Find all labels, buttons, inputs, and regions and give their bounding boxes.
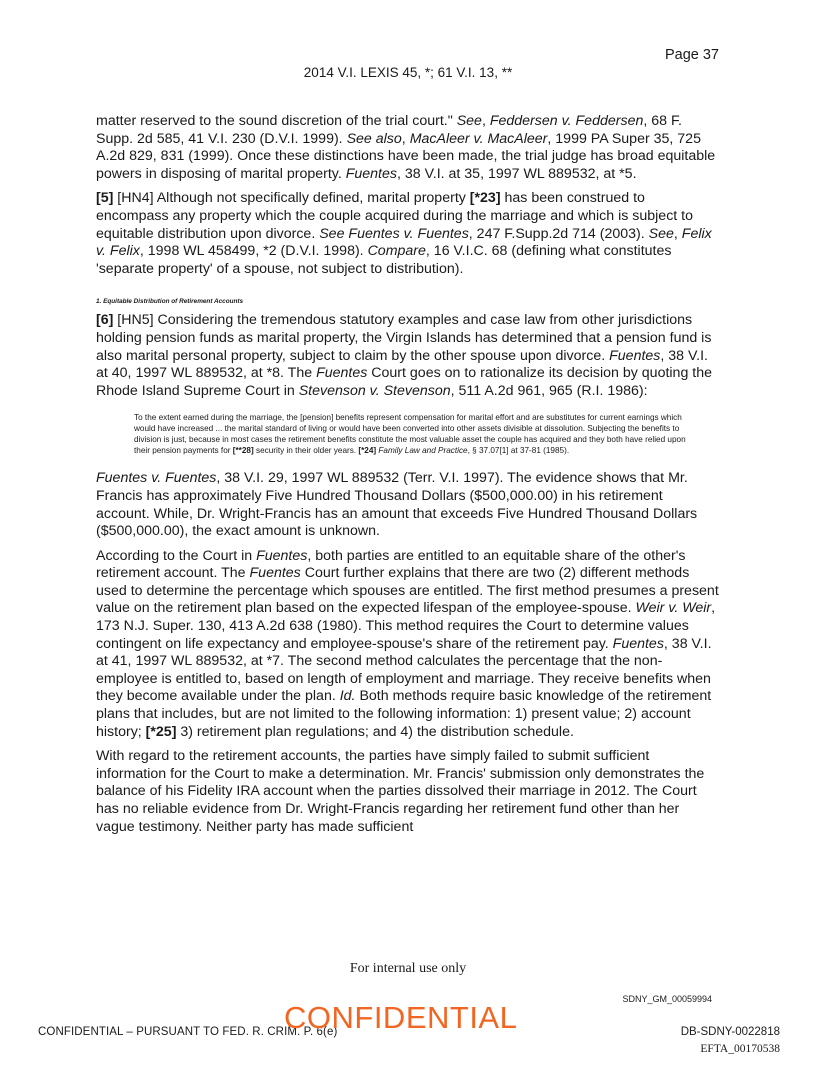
paragraph [96,748,720,836]
text-run: , both parties are entitled to an equitable share of the other's retirement account. The [96,547,686,582]
document-body [96,113,720,843]
italic-citation: MacAleer v. MacAleer [409,130,548,147]
block-quote [134,412,690,456]
text-run: , § 37.07[1] at 37-81 (1985). [467,446,570,456]
text-run: , 38 V.I. at 35, 1997 WL 889532, at *5. [396,165,637,182]
text-run: [HN5] Considering the tremendous statutory examples and case law from other jurisdictions holding pension funds as marital property, the Virgin Islands has determined that a pension fund is also marital personal property, subject to claim by the other spouse upon divorce. [96,312,712,364]
text-run: , [481,113,490,129]
bold-marker: [*23] [469,190,501,207]
text-run: , 16 V.I.C. 68 (defining what constitutes 'separate property' of a spouse, not subject to distribution). [96,243,672,277]
text-run: Both methods require basic knowledge of the retirement plans that includes, but are not limited to the following information: 1) present value; 2) account history; [96,688,712,740]
bold-marker: [**28] [232,446,254,456]
internal-use-footer: For internal use only [349,961,467,976]
paragraph [96,312,720,400]
italic-citation: Weir v. Weir [635,600,712,617]
text-run: Court goes on to rationalize its decision by quoting the Rhode Island Supreme Court in [96,365,712,399]
text-run: , 38 V.I. at 41, 1997 WL 889532, at *7. The second method calculates the percentage that the non-employee is entitled to, based on length of employment and marriage. They receive benefits when they become available under the plan. [96,635,712,705]
bold-marker: [6] [96,312,114,329]
italic-citation: Fuentes [256,547,308,564]
italic-citation: Fuentes [249,565,301,582]
paragraph [96,113,720,183]
italic-citation: Id. [339,688,356,705]
italic-citation: Fuentes [609,347,661,364]
italic-citation: Fuentes [612,635,664,652]
text-run: , 1999 PA Super 35, 725 A.2d 829, 831 (1999). Once these distinctions have been made, the trial judge has broad equitable powers in disposing of marital property. [96,130,716,182]
bates-number-sdny: SDNY_GM_00059994 [622,994,712,1004]
text-run: , 173 N.J. Super. 130, 413 A.2d 638 (1980). This method requires the Court to determine values contingent on life expectancy and employee-spouse's share of the retirement pay. [96,600,716,652]
section-heading: 1. Equitable Distribution of Retirement Accounts [96,298,244,306]
confidential-notice: CONFIDENTIAL – PURSUANT TO FED. R. CRIM. P. 6(e) [38,1026,338,1038]
italic-citation: See Fuentes v. Fuentes [319,225,469,242]
text-run: Court further explains that there are two (2) different methods used to determine the percentage which spouses are entitled. The first method presumes a present value on the retirement plan based on the expected lifespan of the employee-spouse. [96,565,719,617]
page-number: Page 37 [664,47,719,63]
italic-citation: See [648,225,674,242]
text-run: , [673,225,682,242]
bold-marker: [*25] [145,723,177,740]
paragraph [96,548,720,742]
text-run: 3) retirement plan regulations; and 4) the distribution schedule. [176,723,574,740]
text-run: To the extent earned during the marriage, the [pension] benefits represent compensation for marital effort and are substitutes for current earnings which would have increased ... the marital standard of living or would have been converted into other assets divisible at dissolution. Subjecting the benefits to division is just, because in most cases the retirement benefits constitute the most valuable asset the couple has acquired and they both have relied upon their pension payments for [134,413,686,456]
text-run: , 247 F.Supp.2d 714 (2003). [468,225,649,242]
text-run: security in their older years. [253,446,359,456]
text-run: , [401,130,410,147]
bates-number-db: DB-SDNY-0022818 [680,1026,780,1038]
italic-citation: Family Law and Practice [378,446,468,456]
paragraph [96,190,720,278]
italic-citation: Fuentes [345,165,397,182]
italic-citation: See also [346,130,402,147]
italic-citation: Felix v. Felix [96,225,712,260]
italic-citation: See [456,113,482,129]
italic-citation: Fuentes v. Fuentes [96,470,217,487]
italic-citation: Compare [367,243,426,260]
text-run: , 1998 WL 458499, *2 (D.V.I. 1998). [139,243,368,260]
text-run: With regard to the retirement accounts, the parties have simply failed to submit sufficient information for the Court to make a determination. Mr. Francis' submission only demonstrates the balance of his Fidelity IRA account when the parties dissolved their marriage in 2012. The Court has no reliable evidence from Dr. Wright-Francis regarding her retirement fund other than her vague testimony. Neither party has made sufficient [96,748,705,835]
text-run: According to the Court in [96,547,257,564]
italic-citation: Stevenson v. Stevenson [298,382,451,399]
text-run: , 511 A.2d 961, 965 (R.I. 1986): [450,382,648,399]
text-run: matter reserved to the sound discretion of the trial court." [96,113,457,129]
text-run: [HN4] Although not specifically defined, marital property [113,190,470,207]
running-header-citation: 2014 V.I. LEXIS 45, *; 61 V.I. 13, ** [303,65,513,80]
paragraph [96,470,720,540]
text-run: , 38 V.I. 29, 1997 WL 889532 (Terr. V.I. 1997). The evidence shows that Mr. Francis has approximately Five Hundred Thousand Dollars ($500,000.00) in his retirement account. While, Dr. Wright-Francis has an amount that exceeds Five Hundred Thousand Dollars ($500,000.00), the exact amount is unknown. [96,470,698,540]
efta-number: EFTA_00170538 [700,1043,780,1055]
bold-marker: [5] [96,190,114,207]
text-run: , 68 F. Supp. 2d 585, 41 V.I. 230 (D.V.I. 1999). [96,113,682,147]
bold-marker: [*24] [358,446,377,456]
text-run: , 38 V.I. at 40, 1997 WL 889532, at *8. The [96,347,708,382]
italic-citation: Fuentes [316,365,368,382]
text-run: has been construed to encompass any property which the couple acquired during the marriage and which is subject to equitable distribution upon divorce. [96,190,693,242]
italic-citation: Feddersen v. Feddersen [489,113,644,129]
confidential-stamp: CONFIDENTIAL [284,1000,518,1035]
